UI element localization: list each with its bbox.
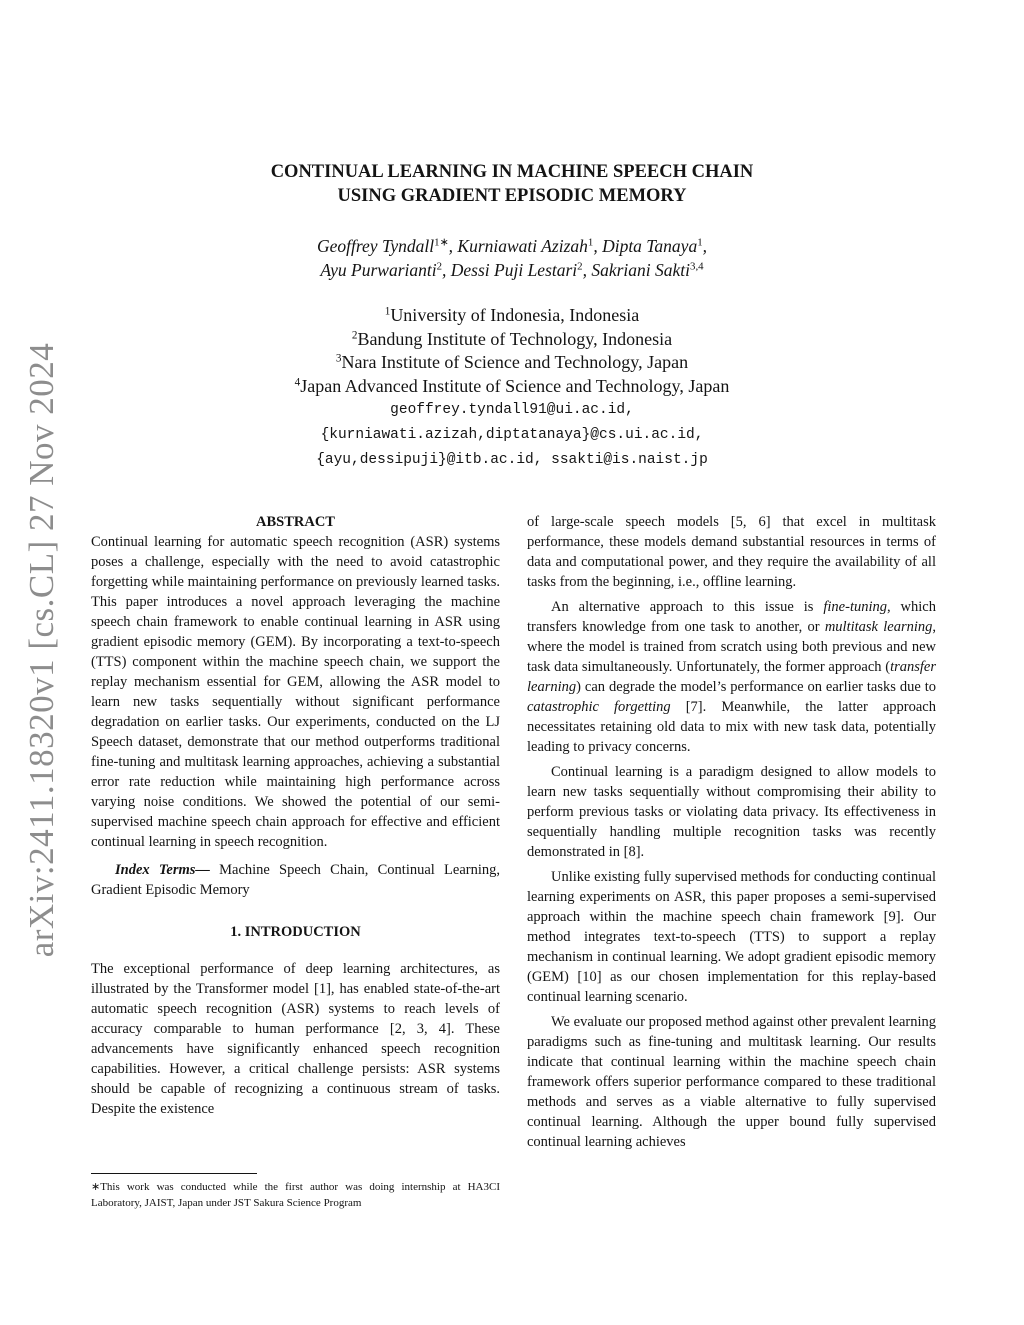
affiliation-marker: 3 — [335, 352, 342, 365]
author-separator: , — [702, 236, 707, 256]
author-affil-marker: 3,4 — [690, 260, 704, 273]
affiliation — [150, 304, 874, 328]
text-run: , where the model is trained from scratch using both previous and new task data simultaneously. Unfortunately, the former approach ( — [527, 619, 936, 675]
author-affil-marker: 1∗ — [434, 236, 449, 249]
author-name: Kurniawati Azizah — [457, 236, 588, 256]
title-line-1: CONTINUAL LEARNING IN MACHINE SPEECH CHAIN — [270, 162, 754, 182]
right-column — [527, 512, 936, 1152]
author-line-1 — [150, 234, 874, 258]
text-run: [7]. Meanwhile, the latter approach necessitates retaining old data to mix with new task data, potentially leading to privacy concerns. — [527, 699, 936, 755]
footnote: ∗This work was conducted while the first author was doing internship at HA3CI Laboratory, JAIST, Japan under JST Sakura Science Program — [91, 1181, 500, 1209]
email-line: {ayu,dessipuji}@itb.ac.id, ssakti@is.naist.jp — [316, 452, 708, 468]
author-list — [150, 234, 874, 282]
author-separator: , — [442, 260, 451, 280]
affiliation-marker: 1 — [384, 305, 391, 318]
author-name: Dipta Tanaya — [602, 236, 698, 256]
index-terms-text: Machine Speech Chain, Continual Learning, Gradient Episodic Memory — [91, 862, 500, 898]
emphasis-run: multitask learning — [824, 619, 933, 635]
author-name: Ayu Purwarianti — [320, 260, 437, 280]
author-affil-marker: 1 — [587, 236, 594, 249]
author-name: Dessi Puji Lestari — [450, 260, 578, 280]
index-terms — [91, 860, 500, 900]
index-terms-label: Index Terms— — [115, 862, 210, 878]
affiliation-marker: 2 — [351, 328, 358, 341]
email-list — [150, 398, 874, 473]
affiliation — [150, 328, 874, 352]
right-paragraph: We evaluate our proposed method against other prevalent learning paradigms such as fine-tuning and multitask learning. Our results indicate that continual learning within the machine speech chain framework offers superior performance compared to these traditional methods and serves as a viable alternative to fully supervised continual learning. Although the upper bound fully supervised continual learning achieves — [527, 1014, 936, 1150]
abstract-heading: ABSTRACT — [256, 514, 335, 530]
affiliation-text: Bandung Institute of Technology, Indonesia — [357, 328, 673, 349]
intro-paragraph: The exceptional performance of deep learning architectures, as illustrated by the Transformer model [1], has enabled state-of-the-art automatic speech recognition (ASR) systems to reach levels of accuracy comparable to human performance [2, 3, 4]. These advancements have significantly enhanced speech recognition capabilities. However, a critical challenge persists: ASR systems should be capable of recognizing a continuous stream of tasks. Despite the existence — [91, 961, 500, 1117]
footnote-rule — [91, 1173, 257, 1174]
author-separator: , — [448, 236, 458, 256]
right-paragraph — [527, 597, 936, 757]
author-affil-marker: 2 — [577, 260, 583, 273]
author-affil-marker: 2 — [436, 260, 443, 273]
emphasis-run: fine-tuning — [823, 599, 888, 615]
affiliation-text: University of Indonesia, Indonesia — [390, 305, 640, 325]
affiliation-marker: 4 — [294, 375, 301, 388]
author-line-2 — [150, 258, 874, 282]
affiliation-text: Japan Advanced Institute of Science and Technology, Japan — [300, 375, 730, 396]
affiliation — [150, 351, 874, 375]
title-line-2: USING GRADIENT EPISODIC MEMORY — [337, 186, 687, 206]
author-name: Sakriani Sakti — [591, 260, 691, 280]
emphasis-run: catastrophic forgetting — [527, 699, 671, 715]
author-name: Geoffrey Tyndall — [317, 236, 435, 256]
text-run: An alternative approach to this issue is — [551, 599, 824, 615]
email-line: geoffrey.tyndall91@ui.ac.id, — [390, 402, 634, 418]
author-affil-marker: 1 — [697, 236, 703, 249]
text-run: ) can degrade the model’s performance on earlier tasks due to — [576, 679, 936, 695]
affiliation-text: Nara Institute of Science and Technology, Japan — [341, 352, 689, 372]
author-separator: , — [582, 260, 592, 280]
text-run: , which transfers knowledge from one task to another, or — [527, 599, 936, 635]
paper-title — [150, 160, 874, 208]
right-paragraph: Continual learning is a paradigm designed to allow models to learn new tasks sequentially without compromising their ability to perform previous tasks or violating data privacy. Its effectiveness in sequentially handling multiple recognition tasks was recently demonstrated in [8]. — [527, 764, 936, 860]
right-paragraph: of large-scale speech models [5, 6] that excel in multitask performance, these models demand substantial resources in terms of data and computational power, and they require the availability of all tasks from the beginning, i.e., offline learning. — [527, 514, 936, 590]
right-paragraph: Unlike existing fully supervised methods for conducting continual learning experiments on ASR, this paper proposes a semi-supervised approach within the machine speech chain framework [9]. Our method integrates text-to-speech (TTS) to support a replay mechanism in continual learning. We adopt gradient episodic memory (GEM) [10] as our chosen implementation for this replay-based continual learning scenario. — [527, 869, 936, 1005]
left-column — [91, 512, 500, 1119]
abstract-body: Continual learning for automatic speech recognition (ASR) systems poses a challenge, especially with the need to avoid catastrophic forgetting while maintaining performance on previously learned tasks. This paper introduces a novel approach leveraging the machine speech chain framework to enable continual learning in ASR using gradient episodic memory (GEM). By incorporating a text-to-speech (TTS) component within the machine speech chain, we support the replay mechanism essential for GEM, allowing the ASR model to learn new tasks sequentially without significant performance degradation on earlier tasks. Our experiments, conducted on the LJ Speech dataset, demonstrate that our method outperforms traditional fine-tuning and multitask learning approaches, achieving a substantial error rate reduction while maintaining high performance across varying noise conditions. We showed the potential of our semi-supervised machine speech chain approach for effective and efficient continual learning in speech recognition. — [91, 534, 500, 850]
affiliation-list — [150, 304, 874, 398]
arxiv-sidebar-stamp — [10, 342, 74, 958]
emphasis-run: transfer learning — [527, 659, 936, 695]
affiliation — [150, 375, 874, 399]
email-line: {kurniawati.azizah,diptatanaya}@cs.ui.ac.id, — [320, 427, 704, 443]
arxiv-id: arXiv:2411.18320v1 [cs.CL] 27 Nov 2024 — [22, 342, 61, 958]
author-separator: , — [593, 236, 603, 256]
intro-heading: 1. INTRODUCTION — [230, 924, 361, 940]
